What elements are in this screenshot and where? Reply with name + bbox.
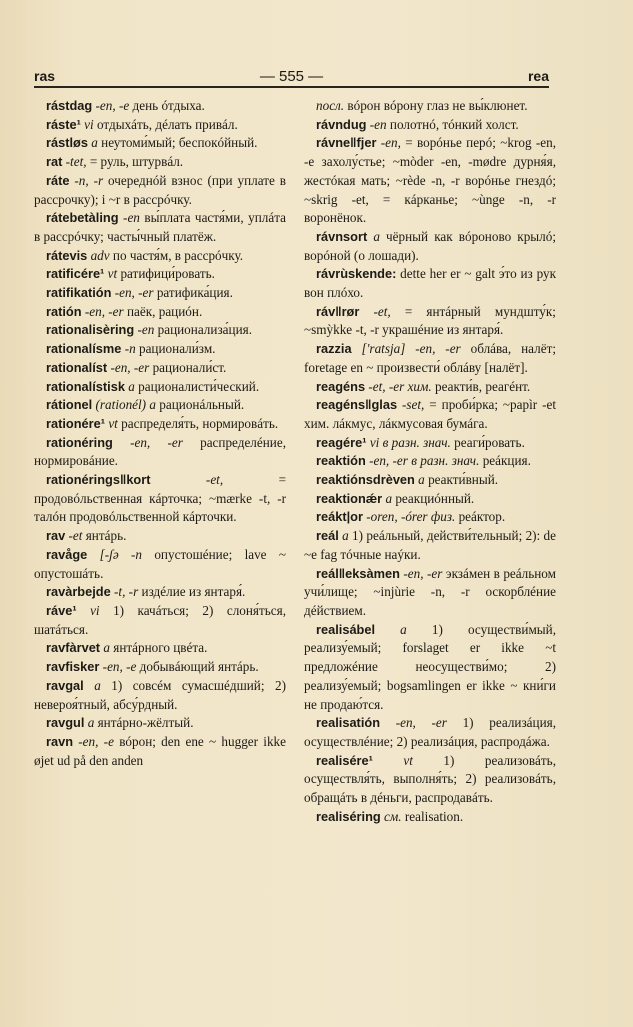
entry-translation: 1) реáльный, действи́тельный; 2): de ~e fag тóчные наýки.	[304, 528, 557, 562]
entry-translation: реакти́вный.	[424, 472, 499, 488]
entry-headword: rávnsort	[316, 228, 368, 244]
entry-grammar: a	[124, 378, 135, 394]
entry-grammar: vt	[104, 266, 118, 282]
dictionary-entry	[304, 134, 556, 228]
entry-grammar: ['ratsja] -en, -er	[351, 341, 461, 357]
entry-translation: издéлие из янтаря́.	[138, 584, 246, 600]
page-number: — 555 —	[259, 68, 324, 85]
entry-translation: ратифици́ровать.	[117, 266, 215, 282]
entry-headword: rationérings‖kort	[46, 472, 151, 488]
entry-translation: вóрон; den ene ~ hugger ikke øjet ud på den anden	[34, 733, 287, 768]
entry-headword: realisére¹	[316, 752, 373, 768]
entry-headword: reaktionǽr	[316, 490, 383, 506]
entry-grammar: a	[338, 528, 349, 544]
entry-headword: ratifikatión	[46, 285, 112, 301]
entry-headword: realisábel	[316, 621, 376, 637]
dictionary-entry	[34, 265, 286, 284]
entry-headword: ráve¹	[46, 602, 77, 618]
entry-translation: распределя́ть, нормировáть.	[117, 415, 279, 431]
entry-grammar: -et, -er хим.	[365, 378, 432, 394]
entry-grammar: -set,	[397, 397, 425, 413]
dictionary-entry	[34, 303, 286, 322]
entry-headword: ráste¹	[46, 116, 81, 132]
entry-translation: распределéние, нормировáние.	[34, 434, 286, 469]
dictionary-entry	[34, 209, 286, 246]
entry-translation: экзáмен в реáльном учи́лище; ~injùrie -n, -r оскорблéние дéйствием.	[304, 565, 556, 618]
entry-grammar: -en, -er	[111, 285, 154, 301]
entry-grammar: посл.	[316, 98, 345, 113]
dictionary-entry	[304, 527, 556, 564]
entry-headword: rástdag	[46, 98, 93, 113]
entry-translation: добывáющий янтáрь.	[136, 659, 259, 675]
entry-grammar: a	[100, 640, 110, 656]
entry-translation: полотнó, тóнкий холст.	[386, 116, 519, 132]
entry-grammar: -en	[118, 210, 140, 226]
entry-translation: по частя́м, в рассрóчку.	[109, 247, 244, 263]
dictionary-entry	[34, 116, 286, 135]
dictionary-entry	[304, 508, 556, 527]
entry-grammar: см.	[380, 808, 402, 824]
entry-headword: rationalísme	[46, 341, 122, 357]
entry-headword: rationéring	[46, 434, 113, 450]
entry-headword: ravfisker	[46, 659, 100, 675]
entry-grammar: -en, -er	[107, 359, 150, 375]
dictionary-entry	[34, 527, 286, 546]
entry-translation: вóрон вóрону глаз не вы́клюнет.	[344, 98, 528, 113]
entry-grammar: -en, -e	[92, 98, 130, 113]
entry-translation: рационализа́ция.	[154, 322, 252, 338]
dictionary-entry	[304, 303, 556, 340]
entry-headword: reaktiónsdrèven	[316, 472, 415, 488]
entry-headword: rationalíst	[46, 359, 108, 375]
dictionary-entry	[34, 247, 286, 266]
entry-grammar: -n	[121, 341, 136, 357]
dictionary-entry	[34, 677, 286, 714]
dictionary-entry	[304, 434, 556, 453]
entry-grammar: a	[84, 715, 95, 731]
entry-grammar: -en,	[376, 135, 401, 151]
dictionary-entry	[34, 471, 286, 527]
entry-translation: вы́плата частя́ми, уплáта в рассрóчку; часты́чный платёж.	[34, 210, 286, 244]
dictionary-entry	[34, 714, 286, 733]
entry-translation: неутоми́мый; беспокóйный.	[97, 135, 258, 151]
dictionary-entry	[304, 228, 556, 265]
dictionary-entry	[34, 415, 286, 434]
dictionary-entry	[34, 340, 286, 359]
entry-grammar: -en, -er	[380, 715, 447, 731]
entry-grammar: [-ʃə -n	[87, 546, 143, 562]
entry-headword: ratión	[46, 303, 82, 319]
entry-translation: рационалисти́ческий.	[134, 378, 260, 394]
entry-translation: realisation.	[401, 808, 464, 824]
entry-grammar: -n, -r	[69, 172, 104, 188]
dictionary-entry	[34, 583, 286, 602]
entry-headword: reákt|or	[316, 509, 363, 525]
entry-grammar: -en, -er в разн. знач.	[365, 453, 480, 469]
entry-grammar: adv	[87, 247, 110, 263]
dictionary-entry	[304, 265, 556, 302]
entry-grammar: a	[87, 135, 98, 151]
dictionary-entry	[34, 97, 286, 116]
page-header	[34, 64, 549, 86]
dictionary-entry	[304, 808, 556, 827]
entry-translation: = проби́рка; ~papìr -et хим. лáкмус, лáкмусовая бумáга.	[304, 397, 556, 431]
entry-grammar: -t, -r	[110, 584, 139, 600]
entry-translation: опустошéние; lave ~ опустошáть.	[34, 546, 286, 581]
entry-grammar: vi	[80, 116, 94, 132]
dictionary-entry	[304, 378, 556, 397]
entry-translation: отдыхáть, дéлать привáл.	[93, 116, 238, 132]
entry-headword: ravfàrvet	[46, 640, 101, 656]
entry-translation: паёк, рациóн.	[123, 303, 203, 319]
entry-translation: рационали́ст.	[149, 359, 227, 375]
entry-headword: rátevis	[46, 247, 88, 263]
entry-translation: реакциóнный.	[392, 490, 475, 506]
dictionary-entry	[34, 639, 286, 658]
entry-grammar: -tet,	[62, 154, 87, 170]
entry-translation: = руль, штурвáл.	[86, 154, 184, 170]
dictionary-entry	[34, 172, 286, 209]
entry-translation: рационали́зм.	[135, 341, 216, 357]
entry-headword: reaktión	[316, 453, 366, 469]
entry-grammar: -en, -e	[73, 733, 114, 749]
header-right-word: rea	[527, 68, 549, 84]
entry-grammar: vt	[372, 752, 413, 768]
entry-headword: rav	[46, 528, 66, 544]
entry-translation: реáктор.	[455, 509, 506, 525]
entry-translation: рационáльный.	[155, 397, 245, 413]
entry-translation: день óтдыха.	[129, 98, 205, 113]
entry-translation: = янтáрный мундшту́к; ~smỳkke -t, -r украшéние из янтаря́.	[304, 303, 556, 338]
dictionary-entry	[34, 378, 286, 397]
dictionary-entry	[304, 471, 556, 490]
entry-headword: reagéns	[316, 378, 366, 394]
entry-headword: rástløs	[46, 135, 88, 151]
entry-translation: янтáрно-жёлтый.	[94, 715, 194, 731]
entry-translation: = продовóльственная кáрточка; ~mærke -t, -r талóн продовóльственной кáрточки.	[34, 472, 286, 525]
entry-grammar: a	[414, 472, 425, 488]
entry-grammar: -oren, -órer физ.	[362, 509, 456, 525]
dictionary-entry	[34, 434, 286, 471]
entry-headword: rávndug	[316, 116, 367, 132]
entry-grammar: -en	[134, 322, 155, 338]
entry-grammar: -et,	[150, 472, 224, 488]
entry-grammar: -en, -er	[81, 303, 124, 319]
dictionary-entry	[304, 116, 556, 135]
entry-grammar: a	[367, 228, 380, 244]
entry-headword: rávrùskende:	[316, 266, 397, 282]
dictionary-entry	[304, 621, 556, 715]
entry-translation: 1) осуществи́мый, реализу́емый; forslaget er ikke ~t предложéние неосуществи́мо; 2) реализу́емый; bogsamlingen er ikke ~ кни́ги не продаю́тся.	[304, 621, 556, 712]
entry-translation: облáва, налёт; foretage en ~ произвести́ облáву [налёт].	[304, 341, 556, 375]
entry-grammar: a	[375, 621, 407, 637]
dictionary-entry	[304, 565, 556, 621]
left-column	[34, 97, 286, 770]
entry-translation: 1) реализовáть, осуществля́ть, выполня́ть; 2) реализовáть, обращáть в дéньги, распродавáть.	[304, 752, 556, 806]
entry-translation: чёрный как вóроново крылó; ворóной (о лошади).	[304, 228, 556, 263]
entry-headword: ráv‖rør	[316, 303, 360, 319]
entry-translation: 1) качáться; 2) слоня́ться, шатáться.	[34, 602, 286, 637]
entry-headword: reál	[316, 528, 339, 544]
dictionary-entry	[304, 452, 556, 471]
entry-headword: razzia	[316, 341, 352, 357]
entry-headword: reagéns‖glas	[316, 397, 398, 413]
dictionary-entry	[34, 658, 286, 677]
entry-grammar: vi	[76, 602, 100, 618]
entry-translation: = ворóнье перó; ~krog -en, -e захолу́стье; ~mòder -en, -mødre дурня́я, жестóкая мать; ~rède -n, -r ворóнье гнездó; ~skrig -et, = кáрканье; ~ùnge -n, -r воронёнок.	[304, 135, 556, 226]
entry-grammar: -en	[366, 116, 387, 132]
entry-grammar: -en, -e	[99, 659, 137, 675]
dictionary-entry	[34, 321, 286, 340]
dictionary-entry	[34, 134, 286, 153]
entry-grammar: -en, -er	[399, 565, 443, 581]
entry-headword: ravgal	[46, 677, 84, 693]
entry-headword: ravgul	[46, 715, 85, 731]
entry-headword: rationalisèring	[46, 322, 135, 338]
entry-headword: rat	[46, 154, 63, 170]
dictionary-entry	[304, 396, 556, 433]
dictionary-entry	[304, 97, 556, 116]
entry-headword: ravn	[46, 733, 74, 749]
entry-headword: ravàrbejde	[46, 584, 111, 600]
entry-grammar: (rationél) a	[92, 397, 156, 413]
entry-grammar: a	[83, 677, 101, 693]
entry-headword: rávne‖fjer	[316, 135, 377, 151]
entry-translation: очереднóй взнос (при уплате в рассрочку); i ~r в рассрóчку.	[34, 172, 286, 207]
entry-grammar: vt	[105, 415, 118, 431]
entry-headword: realisatión	[316, 715, 381, 731]
entry-headword: reagére¹	[316, 434, 367, 450]
entry-translation: реáкция.	[479, 453, 531, 469]
entry-headword: rationalístisk	[46, 378, 125, 394]
entry-headword: reál‖eksàmen	[316, 565, 400, 581]
entry-translation: реаги́ровать.	[450, 434, 525, 450]
dictionary-entry	[304, 490, 556, 509]
entry-translation: янтáрного цвéта.	[109, 640, 208, 656]
entry-grammar: -et	[65, 528, 83, 544]
header-rule	[34, 86, 549, 88]
entry-grammar: vi в разн. знач.	[366, 434, 451, 450]
entry-translation: янтáрь.	[82, 528, 127, 544]
entry-headword: rátebetàling	[46, 210, 119, 226]
entry-headword: rationére¹	[46, 415, 106, 431]
header-left-word: ras	[34, 68, 56, 84]
dictionary-entry	[34, 396, 286, 415]
entry-headword: rátionel	[46, 397, 93, 413]
entry-headword: ratificére¹	[46, 266, 105, 282]
dictionary-entry	[34, 602, 286, 639]
entry-translation: dette her er ~ galt э́то из рук вон плóхо.	[304, 266, 556, 301]
dictionary-entry	[34, 546, 286, 583]
entry-headword: ráte	[46, 172, 70, 188]
entry-headword: realiséring	[316, 808, 381, 824]
dictionary-entry	[34, 284, 286, 303]
entry-translation: ратифика́ция.	[153, 285, 233, 301]
entry-translation: 1) реализáция, осуществлéние; 2) реализáция, распродáжа.	[304, 715, 556, 749]
dictionary-entry	[34, 359, 286, 378]
entry-grammar: -et,	[359, 303, 391, 319]
entry-translation: 1) совсéм сумасшéдший; 2) невероя́тный, абсу́рдный.	[34, 677, 286, 712]
dictionary-entry	[304, 714, 556, 751]
dictionary-entry	[304, 340, 556, 377]
entry-translation: реакти́в, реагéнт.	[431, 378, 531, 394]
entry-grammar: -en, -er	[112, 434, 183, 450]
entry-headword: ravåge	[46, 546, 88, 562]
dictionary-entry	[34, 153, 286, 172]
right-column	[304, 97, 556, 826]
entry-grammar: a	[382, 490, 393, 506]
dictionary-entry	[34, 733, 286, 770]
dictionary-entry	[304, 752, 556, 808]
